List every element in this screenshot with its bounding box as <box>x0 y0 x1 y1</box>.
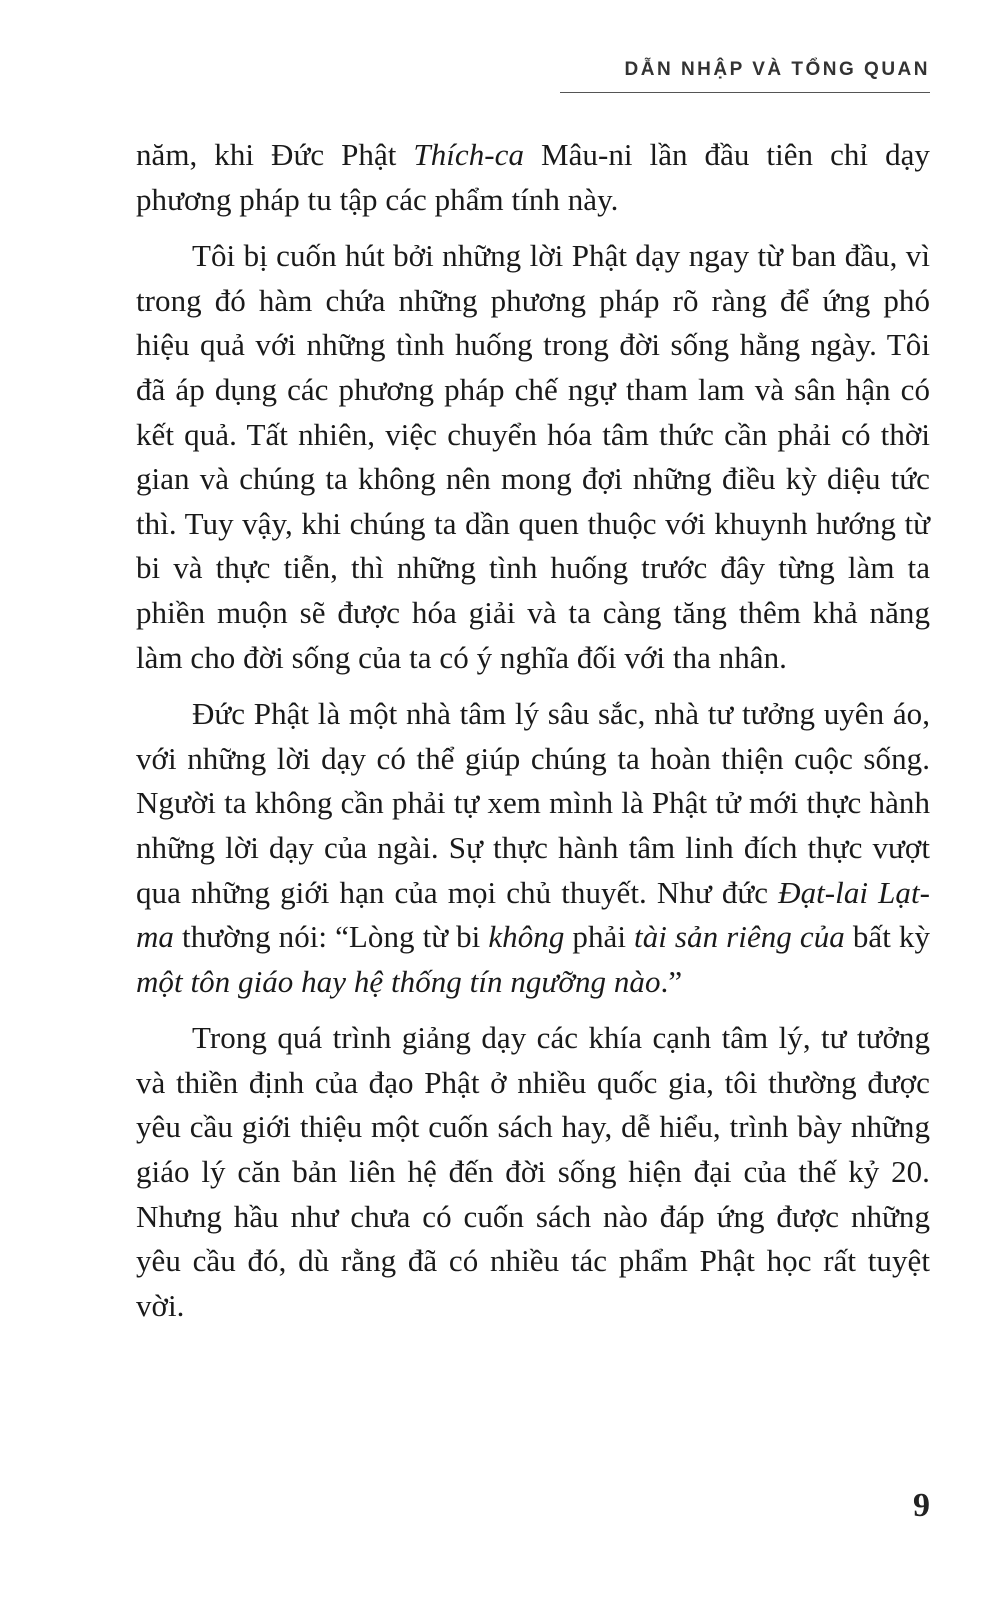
paragraph-3 <box>136 692 930 1004</box>
paragraph-1 <box>136 133 930 222</box>
header-rule <box>560 92 930 93</box>
paragraph-2: Tôi bị cuốn hút bởi những lời Phật dạy ngay từ ban đầu, vì trong đó hàm chứa những phương pháp rõ ràng để ứng phó hiệu quả với những tình huống trong đời sống hằng ngày. Tôi đã áp dụng các phương pháp chế ngự tham lam và sân hận có kết quả. Tất nhiên, việc chuyển hóa tâm thức cần phải có thời gian và chúng ta không nên mong đợi những điều kỳ diệu tức thì. Tuy vậy, khi chúng ta dần quen thuộc với khuynh hướng từ bi và thực tiễn, thì những tình huống trước đây từng làm ta phiền muộn sẽ được hóa giải và ta càng tăng thêm khả năng làm cho đời sống của ta có ý nghĩa đối với tha nhân. <box>136 238 930 675</box>
paragraph-1-italic-b: Thích-ca <box>413 137 525 172</box>
paragraph-3-italic-f: tài sản riêng của <box>634 919 845 955</box>
paragraph-1-text-c: Mâu-ni lần đầu tiên chỉ dạy phương pháp tu tập các phẩm tính này. <box>136 137 930 217</box>
paragraph-3-text-g: bất kỳ <box>844 919 930 955</box>
paragraph-4: Trong quá trình giảng dạy các khía cạnh tâm lý, tư tưởng và thiền định của đạo Phật ở nhiều quốc gia, tôi thường được yêu cầu giới thiệu một cuốn sách hay, dễ hiểu, trình bày những giáo lý căn bản liên hệ đến đời sống hiện đại của thế kỷ 20. Nhưng hầu như chưa có cuốn sách nào đáp ứng được những yêu cầu đó, dù rằng đã có nhiều tác phẩm Phật học rất tuyệt vời. <box>136 1020 930 1323</box>
paragraph-3-italic-b: Đạt-lai Lạt-ma <box>136 874 931 955</box>
running-header: DẪN NHẬP VÀ TỔNG QUAN <box>624 59 930 80</box>
paragraph-3-text-e: phải <box>564 919 635 955</box>
paragraph-3-italic-h: một tôn giáo hay hệ thống tín ngưỡng nào <box>136 963 661 999</box>
paragraph-1-text-a: năm, khi Đức Phật <box>136 137 414 172</box>
paragraph-3-italic-d: không <box>488 919 565 955</box>
body-text <box>136 133 930 1340</box>
paragraph-3-text-c: thường nói: “Lòng từ bi <box>174 919 489 955</box>
page-number: 9 <box>913 1487 930 1524</box>
paragraph-3-text-a: Đức Phật là một nhà tâm lý sâu sắc, nhà tư tưởng uyên áo, với những lời dạy có thể giúp chúng ta hoàn thiện cuộc sống. Người ta không cần phải tự xem mình là Phật tử mới thực hành những lời dạy của ngài. Sự thực hành tâm linh đích thực vượt qua những giới hạn của mọi chủ thuyết. Như đức <box>136 696 930 910</box>
paragraph-3-text-i: .” <box>660 963 683 999</box>
